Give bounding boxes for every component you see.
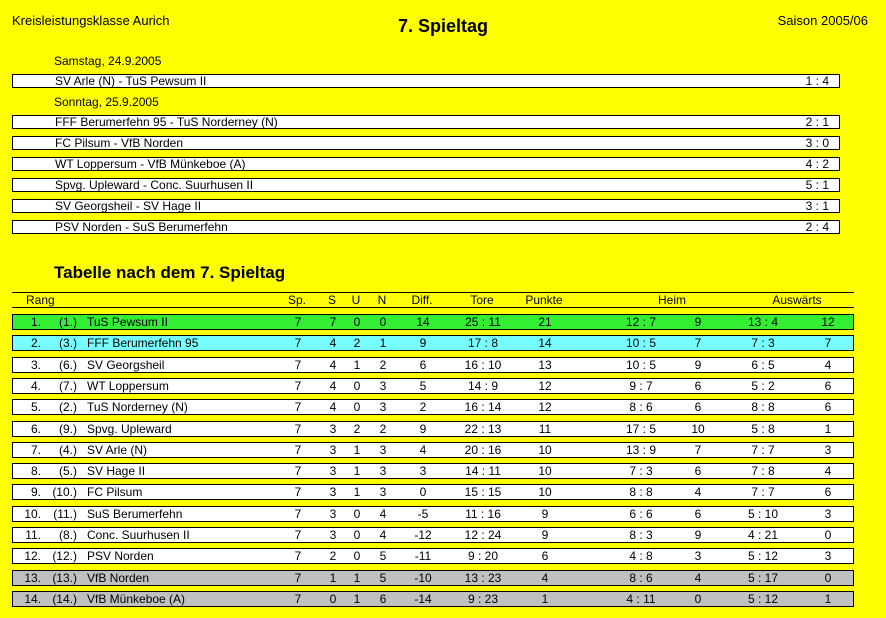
table-row bbox=[12, 442, 854, 458]
draws: 1 bbox=[353, 464, 361, 479]
table-row bbox=[12, 421, 854, 437]
prev-rank: (2.) bbox=[59, 400, 77, 415]
table-title: Tabelle nach dem 7. Spieltag bbox=[54, 263, 286, 282]
league-name: Kreisleistungsklasse Aurich bbox=[12, 13, 170, 28]
home-points: 6 bbox=[694, 506, 702, 521]
wins: 4 bbox=[329, 336, 337, 351]
rank: 4. bbox=[30, 378, 41, 393]
games: 7 bbox=[294, 464, 302, 479]
goal-diff: 2 bbox=[419, 400, 427, 415]
table-row bbox=[12, 591, 854, 607]
losses: 2 bbox=[379, 421, 387, 436]
match-teams: WT Loppersum - VfB Münkeboe (A) bbox=[55, 157, 246, 171]
rank: 11. bbox=[25, 528, 41, 542]
away-points: 6 bbox=[824, 485, 832, 500]
prev-rank: (7.) bbox=[59, 378, 77, 393]
match-teams: Spvg. Upleward - Conc. Suurhusen II bbox=[55, 178, 254, 192]
goals: 13 : 23 bbox=[464, 570, 502, 585]
team-name: WT Loppersum bbox=[87, 378, 169, 393]
match-row bbox=[12, 178, 840, 192]
team-name: Conc. Suurhusen II bbox=[87, 528, 190, 542]
wins: 3 bbox=[329, 485, 337, 500]
away-points: 3 bbox=[824, 506, 832, 521]
home-points: 7 bbox=[694, 442, 702, 457]
losses: 4 bbox=[379, 506, 387, 521]
prev-rank: (13.) bbox=[52, 570, 77, 585]
away-points: 12 bbox=[821, 315, 835, 329]
away-goals: 5 : 12 bbox=[747, 591, 779, 606]
rank: 2. bbox=[30, 336, 41, 351]
goals: 14 : 11 bbox=[465, 464, 501, 479]
col-u: U bbox=[351, 293, 361, 307]
rank: 5. bbox=[30, 400, 41, 415]
goal-diff: 14 bbox=[416, 315, 430, 329]
goals: 9 : 20 bbox=[467, 549, 499, 564]
points: 11 bbox=[538, 421, 552, 436]
team-name: VfB Münkeboe (A) bbox=[87, 591, 186, 606]
match-result: 3 : 1 bbox=[805, 199, 829, 213]
wins: 1 bbox=[329, 570, 337, 585]
wins: 3 bbox=[329, 528, 337, 542]
away-goals: 8 : 8 bbox=[751, 400, 775, 415]
team-name: FFF Berumerfehn 95 bbox=[87, 336, 199, 351]
team-name: FC Pilsum bbox=[87, 485, 143, 500]
home-goals: 7 : 3 bbox=[629, 464, 653, 479]
team-name: TuS Pewsum II bbox=[87, 315, 168, 329]
wins: 7 bbox=[329, 315, 337, 329]
home-points: 3 bbox=[694, 549, 702, 564]
points: 1 bbox=[541, 591, 549, 606]
team-name: VfB Norden bbox=[87, 570, 150, 585]
away-goals: 6 : 5 bbox=[751, 357, 775, 372]
prev-rank: (6.) bbox=[59, 357, 77, 372]
home-points: 6 bbox=[694, 378, 702, 393]
points: 13 bbox=[538, 357, 552, 372]
table-row bbox=[12, 378, 854, 394]
draws: 2 bbox=[353, 336, 361, 351]
away-points: 0 bbox=[824, 570, 832, 585]
home-goals: 8 : 8 bbox=[629, 485, 653, 500]
wins: 3 bbox=[329, 421, 337, 436]
home-points: 9 bbox=[694, 528, 702, 542]
team-name: SV Georgsheil bbox=[87, 357, 165, 372]
away-goals: 13 : 4 bbox=[747, 315, 779, 329]
col-auswaerts: Auswärts bbox=[772, 293, 822, 307]
points: 9 bbox=[541, 506, 549, 521]
team-name: SV Hage II bbox=[87, 464, 146, 479]
table-row bbox=[12, 548, 854, 564]
match-result: 4 : 2 bbox=[805, 157, 829, 171]
prev-rank: (12.) bbox=[52, 549, 77, 564]
wins: 3 bbox=[329, 506, 337, 521]
match-row bbox=[12, 220, 840, 234]
table-row bbox=[12, 484, 854, 500]
losses: 3 bbox=[379, 442, 387, 457]
home-goals: 4 : 11 bbox=[626, 591, 656, 606]
games: 7 bbox=[294, 570, 302, 585]
losses: 5 bbox=[379, 549, 387, 564]
rank: 9. bbox=[30, 485, 41, 500]
prev-rank: (1.) bbox=[59, 315, 77, 329]
team-name: TuS Norderney (N) bbox=[87, 400, 188, 415]
match-row bbox=[12, 157, 840, 171]
goal-diff: 6 bbox=[419, 357, 427, 372]
goals: 11 : 16 bbox=[465, 506, 501, 521]
match-teams: SV Georgsheil - SV Hage II bbox=[55, 199, 202, 213]
losses: 0 bbox=[379, 315, 387, 329]
home-goals: 17 : 5 bbox=[625, 421, 657, 436]
goals: 12 : 24 bbox=[464, 528, 502, 542]
draws: 0 bbox=[353, 315, 361, 329]
match-row bbox=[12, 115, 840, 129]
draws: 0 bbox=[353, 400, 361, 415]
games: 7 bbox=[294, 336, 302, 351]
wins: 4 bbox=[329, 357, 337, 372]
match-result: 5 : 1 bbox=[805, 178, 829, 192]
away-points: 1 bbox=[824, 421, 832, 436]
points: 10 bbox=[538, 464, 552, 479]
team-name: SuS Berumerfehn bbox=[87, 506, 183, 521]
away-points: 6 bbox=[824, 378, 832, 393]
draws: 0 bbox=[353, 506, 361, 521]
match-teams: PSV Norden - SuS Berumerfehn bbox=[55, 220, 228, 234]
away-points: 7 bbox=[824, 336, 832, 351]
match-result: 3 : 0 bbox=[805, 136, 829, 150]
goals: 9 : 23 bbox=[467, 591, 499, 606]
away-goals: 7 : 7 bbox=[751, 485, 775, 500]
games: 7 bbox=[294, 549, 302, 564]
home-points: 6 bbox=[694, 464, 702, 479]
prev-rank: (8.) bbox=[59, 528, 77, 542]
home-goals: 4 : 8 bbox=[629, 549, 653, 564]
away-points: 3 bbox=[824, 549, 832, 564]
home-points: 0 bbox=[694, 591, 702, 606]
draws: 1 bbox=[353, 485, 361, 500]
table-row bbox=[12, 463, 854, 479]
goal-diff: -5 bbox=[417, 506, 429, 521]
goal-diff: 4 bbox=[419, 442, 427, 457]
losses: 1 bbox=[379, 336, 387, 351]
games: 7 bbox=[294, 506, 302, 521]
match-teams: FFF Berumerfehn 95 - TuS Norderney (N) bbox=[55, 115, 278, 129]
away-goals: 5 : 10 bbox=[747, 506, 779, 521]
losses: 5 bbox=[379, 570, 387, 585]
goal-diff: -10 bbox=[414, 570, 432, 585]
wins: 2 bbox=[329, 549, 337, 564]
away-points: 4 bbox=[824, 357, 832, 372]
rank: 1. bbox=[30, 315, 41, 329]
away-goals: 5 : 12 bbox=[747, 549, 779, 564]
points: 10 bbox=[538, 442, 552, 457]
away-goals: 5 : 8 bbox=[751, 421, 775, 436]
points: 12 bbox=[538, 400, 552, 415]
table-row bbox=[12, 357, 854, 373]
home-points: 9 bbox=[694, 315, 702, 329]
home-goals: 13 : 9 bbox=[625, 442, 657, 457]
goal-diff: 0 bbox=[419, 485, 427, 500]
games: 7 bbox=[294, 485, 302, 500]
goals: 16 : 14 bbox=[464, 400, 502, 415]
points: 14 bbox=[538, 336, 552, 351]
home-goals: 10 : 5 bbox=[625, 357, 657, 372]
goals: 15 : 15 bbox=[464, 485, 502, 500]
games: 7 bbox=[294, 591, 302, 606]
table-row bbox=[12, 506, 854, 522]
points: 6 bbox=[541, 549, 549, 564]
home-goals: 10 : 5 bbox=[625, 336, 657, 351]
away-goals: 5 : 17 bbox=[747, 570, 779, 585]
home-goals: 8 : 3 bbox=[629, 528, 653, 542]
col-sp: Sp. bbox=[287, 293, 306, 307]
home-goals: 8 : 6 bbox=[629, 400, 653, 415]
points: 12 bbox=[538, 378, 552, 393]
points: 4 bbox=[541, 570, 549, 585]
away-goals: 5 : 2 bbox=[751, 378, 775, 393]
draws: 0 bbox=[353, 378, 361, 393]
points: 21 bbox=[538, 315, 552, 329]
losses: 6 bbox=[379, 591, 387, 606]
goal-diff: 9 bbox=[419, 421, 427, 436]
rank: 14. bbox=[24, 591, 41, 606]
losses: 3 bbox=[379, 378, 387, 393]
home-points: 7 bbox=[694, 336, 702, 351]
away-goals: 7 : 8 bbox=[751, 464, 775, 479]
home-points: 4 bbox=[694, 485, 702, 500]
games: 7 bbox=[294, 378, 302, 393]
table-header bbox=[12, 292, 854, 308]
away-points: 6 bbox=[824, 400, 832, 415]
goal-diff: -14 bbox=[414, 591, 432, 606]
table-row bbox=[12, 335, 854, 351]
draws: 0 bbox=[353, 549, 361, 564]
team-name: PSV Norden bbox=[87, 549, 154, 564]
rank: 10. bbox=[24, 506, 41, 521]
home-goals: 8 : 6 bbox=[629, 570, 653, 585]
games: 7 bbox=[294, 442, 302, 457]
table-row bbox=[12, 570, 854, 586]
wins: 4 bbox=[329, 400, 337, 415]
team-name: Spvg. Upleward bbox=[87, 421, 172, 436]
prev-rank: (3.) bbox=[59, 336, 77, 351]
team-name: SV Arle (N) bbox=[87, 442, 148, 457]
rank: 3. bbox=[30, 357, 41, 372]
losses: 3 bbox=[379, 464, 387, 479]
games: 7 bbox=[294, 315, 302, 329]
match-row bbox=[12, 199, 840, 213]
rank: 6. bbox=[30, 421, 41, 436]
goals: 25 : 11 bbox=[465, 315, 501, 329]
home-points: 9 bbox=[694, 357, 702, 372]
col-n: N bbox=[377, 293, 387, 307]
match-row bbox=[12, 136, 840, 150]
wins: 3 bbox=[329, 442, 337, 457]
away-goals: 7 : 3 bbox=[751, 336, 775, 351]
match-teams: FC Pilsum - VfB Norden bbox=[55, 136, 184, 150]
goals: 14 : 9 bbox=[467, 378, 499, 393]
match-result: 2 : 1 bbox=[805, 115, 829, 129]
home-goals: 12 : 7 bbox=[625, 315, 657, 329]
losses: 4 bbox=[379, 528, 387, 542]
col-s: S bbox=[327, 293, 336, 307]
home-points: 10 bbox=[691, 421, 705, 436]
col-heim: Heim bbox=[657, 293, 686, 307]
home-goals: 9 : 7 bbox=[629, 378, 653, 393]
prev-rank: (10.) bbox=[52, 485, 77, 500]
prev-rank: (4.) bbox=[59, 442, 77, 457]
goals: 20 : 16 bbox=[464, 442, 502, 457]
away-points: 1 bbox=[824, 591, 832, 606]
games: 7 bbox=[294, 400, 302, 415]
home-points: 6 bbox=[694, 400, 702, 415]
draws: 1 bbox=[353, 357, 361, 372]
away-goals: 4 : 21 bbox=[747, 528, 779, 542]
goal-diff: 3 bbox=[419, 464, 427, 479]
home-points: 4 bbox=[694, 570, 702, 585]
wins: 3 bbox=[329, 464, 337, 479]
away-goals: 7 : 7 bbox=[751, 442, 775, 457]
goal-diff: 9 bbox=[419, 336, 427, 351]
losses: 3 bbox=[379, 400, 387, 415]
table-row bbox=[12, 314, 854, 330]
games: 7 bbox=[294, 357, 302, 372]
wins: 4 bbox=[329, 378, 337, 393]
draws: 2 bbox=[353, 421, 361, 436]
col-punkte: Punkte bbox=[525, 293, 563, 307]
prev-rank: (5.) bbox=[59, 464, 77, 479]
col-diff: Diff. bbox=[411, 293, 433, 307]
rank: 12. bbox=[24, 549, 41, 564]
rank: 13. bbox=[24, 570, 41, 585]
away-points: 4 bbox=[824, 464, 832, 479]
match-teams: SV Arle (N) - TuS Pewsum II bbox=[55, 74, 207, 88]
goals: 22 : 13 bbox=[464, 421, 502, 436]
points: 10 bbox=[538, 485, 552, 500]
losses: 2 bbox=[379, 357, 387, 372]
table-row bbox=[12, 527, 854, 543]
matchday-title: 7. Spieltag bbox=[397, 16, 489, 36]
away-points: 3 bbox=[824, 442, 832, 457]
goal-diff: 5 bbox=[419, 378, 427, 393]
match-result: 2 : 4 bbox=[805, 220, 829, 234]
draws: 0 bbox=[353, 528, 361, 542]
wins: 0 bbox=[329, 591, 337, 606]
draws: 1 bbox=[353, 591, 361, 606]
table-row bbox=[12, 399, 854, 415]
away-points: 0 bbox=[824, 528, 832, 542]
rank: 8. bbox=[30, 464, 41, 479]
draws: 1 bbox=[353, 442, 361, 457]
games: 7 bbox=[294, 421, 302, 436]
prev-rank: (9.) bbox=[59, 421, 77, 436]
prev-rank: (14.) bbox=[52, 591, 77, 606]
home-goals: 6 : 6 bbox=[629, 506, 653, 521]
col-rang: Rang bbox=[26, 293, 55, 307]
match-result: 1 : 4 bbox=[805, 74, 829, 88]
goals: 16 : 10 bbox=[464, 357, 502, 372]
prev-rank: (11.) bbox=[53, 506, 77, 521]
games: 7 bbox=[294, 528, 302, 542]
goal-diff: -11 bbox=[414, 549, 432, 564]
rank: 7. bbox=[30, 442, 41, 457]
goals: 17 : 8 bbox=[467, 336, 499, 351]
season-label: Saison 2005/06 bbox=[777, 13, 868, 28]
draws: 1 bbox=[353, 570, 361, 585]
day-label: Samstag, 24.9.2005 bbox=[54, 54, 162, 68]
col-tore: Tore bbox=[470, 293, 494, 307]
goal-diff: -12 bbox=[414, 528, 432, 542]
losses: 3 bbox=[379, 485, 387, 500]
match-row bbox=[12, 74, 840, 88]
points: 9 bbox=[541, 528, 549, 542]
day-label: Sonntag, 25.9.2005 bbox=[54, 95, 159, 109]
